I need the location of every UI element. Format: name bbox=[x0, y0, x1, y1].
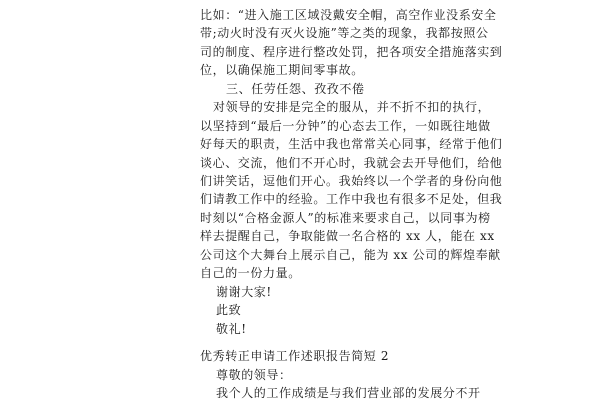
paragraph-line: 位，以确保施工期间零事故。 bbox=[200, 63, 364, 78]
paragraph-line: 比如：“进入施工区域没戴安全帽，高空作业没系安全 bbox=[200, 8, 497, 22]
greeting-line: 尊敬的领导： bbox=[216, 367, 292, 382]
paragraph-line: 好每天的职责，生活中我也常常关心同事，经常于他们 bbox=[200, 137, 503, 152]
closing-regards: 敬礼! bbox=[216, 321, 247, 336]
paragraph-line: 时刻以“合格金源人”的标准来要求自己，以同事为榜 bbox=[200, 210, 491, 225]
paragraph-line: 公司这个大舞台上展示自己，能为 xx 公司的辉煌奉献 bbox=[200, 247, 501, 262]
paragraph-line: 我个人的工作成绩是与我们营业部的发展分不开 bbox=[216, 386, 481, 400]
paragraph-line: 们请教工作中的经验。工作中我也有很多不足处，但我 bbox=[200, 192, 503, 207]
paragraph-line: 以坚持到“最后一分钟”的心态去工作，一如既往地做 bbox=[200, 118, 491, 133]
report-title: 优秀转正申请工作述职报告简短 2 bbox=[200, 349, 390, 364]
closing-thanks: 谢谢大家! bbox=[216, 284, 272, 299]
paragraph-line: 司的制度、程序进行整改处罚，把各项安全措施落实到 bbox=[200, 44, 503, 59]
paragraph-line: 谈心、交流，他们不开心时，我就会去开导他们，给他 bbox=[200, 155, 503, 170]
paragraph-line: 带;动火时没有灭火设施”等之类的现象，我都按照公 bbox=[200, 26, 489, 41]
paragraph-line: 样去提醒自己，争取能做一名合格的 xx 人，能在 xx bbox=[200, 229, 495, 244]
paragraph-line: 自己的一份力量。 bbox=[200, 266, 301, 281]
paragraph-line: 们讲笑话，逗他们开心。我始终以一个学者的身份向他 bbox=[200, 174, 503, 188]
paragraph-line: 对领导的安排是完全的服从，并不折不扣的执行， bbox=[213, 100, 491, 115]
section-heading: 三、任劳任怨、孜孜不倦 bbox=[226, 81, 365, 96]
closing-salutation: 此致 bbox=[216, 303, 242, 317]
